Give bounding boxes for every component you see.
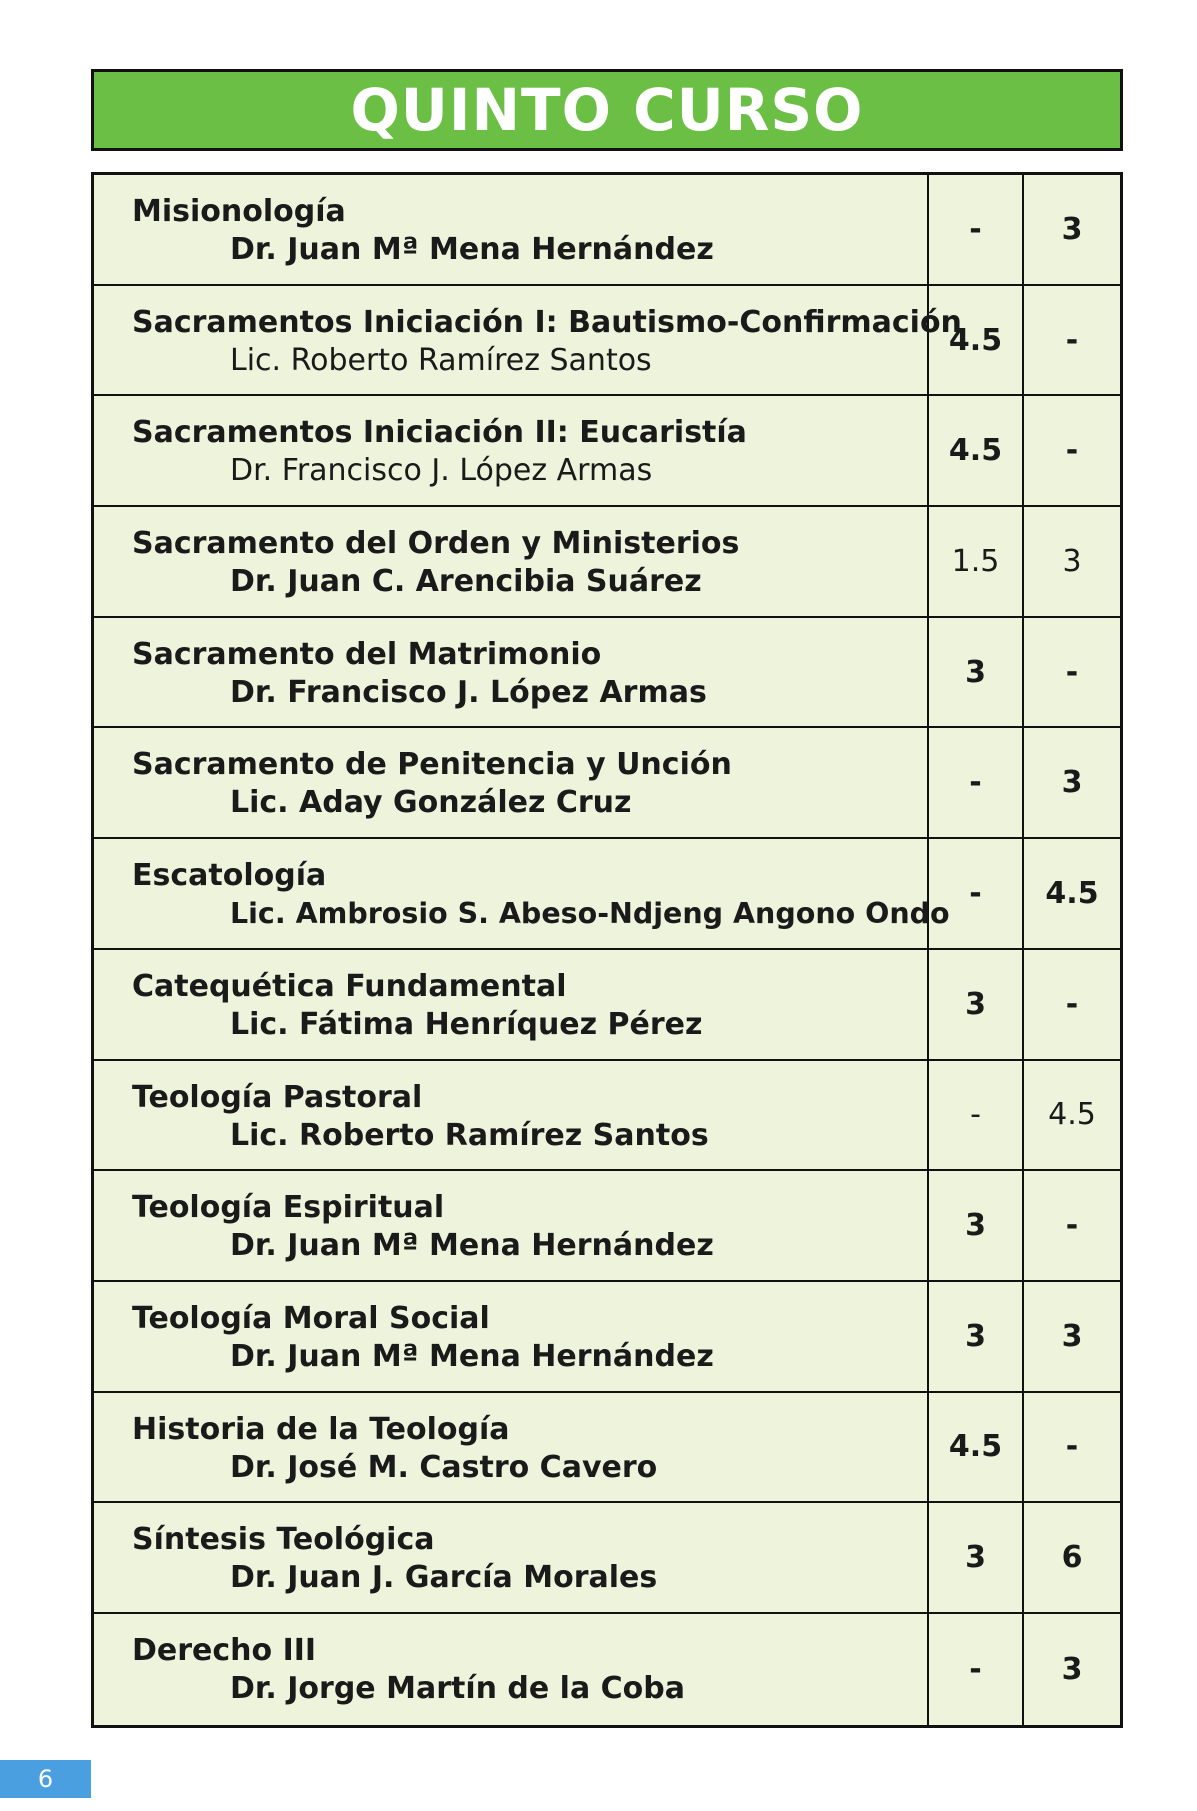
table-row: [94, 507, 1120, 618]
credits-col2: 3: [1061, 211, 1083, 247]
course-subject: Historia de la Teología: [132, 1411, 510, 1447]
page-title: QUINTO CURSO: [350, 76, 864, 144]
credits-col1: 1.5: [929, 507, 1024, 616]
course-cell: [94, 1061, 929, 1170]
course-subject: Sacramento del Orden y Ministerios: [132, 526, 740, 562]
credits-col1: 4.5: [929, 1393, 1024, 1502]
credits-col1: -: [929, 175, 1024, 284]
table-row: [94, 175, 1120, 286]
table-row: [94, 1393, 1120, 1504]
course-subject: Misionología: [132, 194, 346, 229]
credits-col1: -: [929, 839, 1024, 948]
course-teacher: Dr. Juan Mª Mena Hernández: [230, 1228, 714, 1264]
credits-col2: 4.5: [1045, 875, 1099, 911]
credits-col1: -: [929, 1614, 1024, 1725]
table-row: [94, 1171, 1120, 1282]
table-row: [94, 1282, 1120, 1393]
course-teacher: Lic. Ambrosio S. Abeso-Ndjeng Angono Ondo: [230, 897, 950, 931]
course-cell: [94, 1393, 929, 1502]
credits-col2: 3: [1061, 1318, 1083, 1354]
course-table: [91, 172, 1123, 1728]
course-teacher: Lic. Roberto Ramírez Santos: [230, 1117, 709, 1153]
table-row: [94, 1061, 1120, 1172]
table-row: [94, 728, 1120, 839]
course-teacher: Dr. Juan J. García Morales: [230, 1560, 658, 1596]
course-cell: [94, 618, 929, 727]
course-teacher: Lic. Aday González Cruz: [230, 785, 632, 821]
credits-col2: -: [1065, 433, 1079, 469]
table-row: [94, 286, 1120, 397]
course-subject: Escatología: [132, 858, 327, 894]
course-teacher: Dr. Francisco J. López Armas: [230, 674, 707, 710]
course-cell: [94, 1614, 929, 1725]
course-cell: [94, 839, 950, 948]
course-cell: [94, 1171, 929, 1280]
course-cell: [94, 728, 929, 837]
course-teacher: Dr. José M. Castro Cavero: [230, 1449, 658, 1485]
course-subject: Sacramento de Penitencia y Unción: [132, 747, 732, 783]
credits-col2: 3: [1061, 1651, 1083, 1687]
course-subject: Teología Moral Social: [132, 1300, 490, 1336]
table-row: [94, 950, 1120, 1061]
credits-col2: -: [1065, 654, 1079, 690]
course-subject: Derecho III: [132, 1632, 317, 1668]
credits-col2: 3: [1061, 765, 1083, 801]
course-subject: Catequética Fundamental: [132, 968, 567, 1004]
course-subject: Sacramentos Iniciación I: Bautismo-Confirmación: [132, 304, 962, 340]
credits-col1: -: [929, 728, 1024, 837]
credits-col1: 3: [929, 950, 1024, 1059]
course-teacher: Dr. Jorge Martín de la Coba: [230, 1670, 685, 1706]
course-cell: [94, 507, 929, 616]
credits-col2: -: [1065, 322, 1079, 358]
table-row: [94, 1614, 1120, 1725]
credits-col2: -: [1065, 1208, 1079, 1244]
course-teacher: Lic. Fátima Henríquez Pérez: [230, 1006, 703, 1042]
course-subject: Sacramento del Matrimonio: [132, 636, 602, 672]
course-teacher: Lic. Roberto Ramírez Santos: [230, 342, 652, 378]
credits-col2: -: [1065, 986, 1079, 1022]
credits-col2: 6: [1061, 1540, 1083, 1576]
course-subject: Teología Espiritual: [132, 1190, 445, 1226]
course-cell: [94, 175, 929, 284]
course-teacher: Dr. Francisco J. López Armas: [230, 453, 653, 489]
credits-col1: 3: [929, 1171, 1024, 1280]
course-teacher: Dr. Juan Mª Mena Hernández: [230, 1338, 714, 1374]
course-cell: [94, 1503, 929, 1612]
credits-col1: -: [929, 1061, 1024, 1170]
title-banner: [91, 69, 1123, 151]
course-teacher: Dr. Juan Mª Mena Hernández: [230, 232, 714, 267]
credits-col1: 4.5: [929, 396, 1024, 505]
course-subject: Síntesis Teológica: [132, 1522, 435, 1558]
table-row: [94, 839, 1120, 950]
credits-col2: 4.5: [1048, 1097, 1096, 1133]
table-row: [94, 396, 1120, 507]
course-subject: Teología Pastoral: [132, 1079, 423, 1115]
credits-col1: 3: [929, 618, 1024, 727]
table-row: [94, 618, 1120, 729]
course-teacher: Dr. Juan C. Arencibia Suárez: [230, 564, 702, 600]
credits-col2: 3: [1062, 543, 1082, 579]
credits-col1: 4.5: [929, 286, 1024, 395]
credits-col1: 3: [929, 1503, 1024, 1612]
table-row: [94, 1503, 1120, 1614]
course-cell: [94, 396, 929, 505]
course-cell: [94, 1282, 929, 1391]
credits-col1: 3: [929, 1282, 1024, 1391]
page-number: 6: [0, 1760, 91, 1798]
course-subject: Sacramentos Iniciación II: Eucaristía: [132, 415, 747, 451]
course-cell: [94, 286, 962, 395]
course-cell: [94, 950, 929, 1059]
credits-col2: -: [1065, 1429, 1079, 1465]
